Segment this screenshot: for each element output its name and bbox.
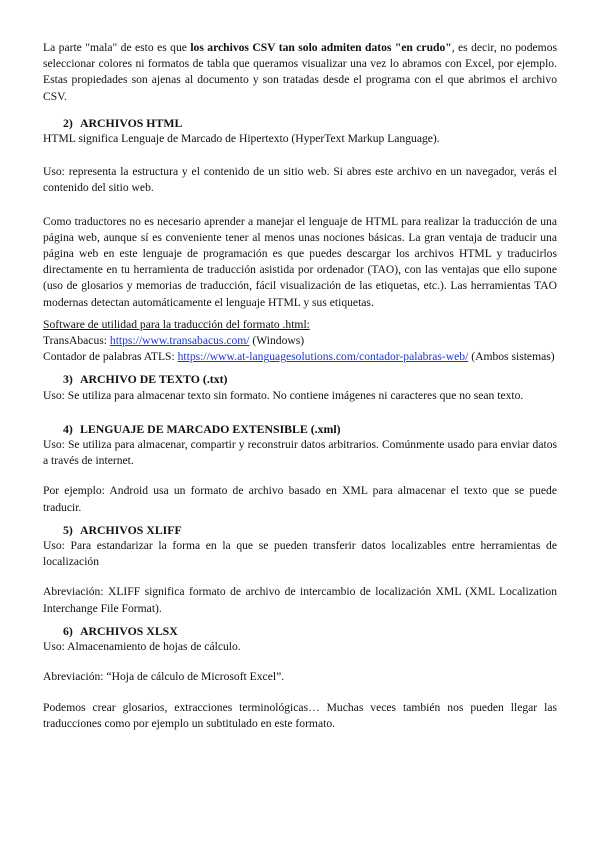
tool-transabacus bbox=[43, 333, 557, 349]
xliff-section-heading bbox=[43, 522, 557, 538]
xml-uso: Uso: Se utiliza para almacenar, compartir y reconstruir datos arbitrarios. Comúnmente usado para enviar datos a través de internet. bbox=[43, 438, 557, 468]
csv-text-before: La parte "mala" de esto es que bbox=[43, 41, 191, 54]
csv-paragraph bbox=[43, 40, 557, 105]
txt-section-heading bbox=[43, 371, 557, 387]
xlsx-uso: Uso: Almacenamiento de hojas de cálculo. bbox=[43, 640, 241, 654]
csv-text-after: , es decir, no podemos seleccionar colores ni formatos de tabla que queramos visualizar una vez lo abramos con Excel, por ejemplo. Estas propiedades son ajenas al documento y son tratadas desde el programa con el que abrimos el archivo CSV. bbox=[43, 41, 558, 103]
tool-atls bbox=[43, 349, 557, 365]
html-uso: Uso: representa la estructura y el contenido de un sitio web. Si abres este archivo en un navegador, verás el contenido del sitio web. bbox=[43, 165, 557, 195]
section-number: 5) bbox=[63, 522, 73, 537]
xliff-uso: Uso: Para estandarizar la forma en la que se pueden transferir datos localizables entre herramientas de localización bbox=[43, 539, 557, 569]
tool-name: TransAbacus: bbox=[43, 334, 110, 348]
txt-uso: Uso: Se utiliza para almacenar texto sin formato. No contiene imágenes ni caracteres que no sean texto. bbox=[43, 388, 524, 402]
tool-note: (Windows) bbox=[249, 334, 305, 348]
section-title: ARCHIVOS HTML bbox=[80, 115, 183, 130]
section-number: 4) bbox=[63, 421, 73, 436]
xlsx-closing: Podemos crear glosarios, extracciones terminológicas… Muchas veces también nos pueden llegar las traducciones como por ejemplo un subtitulado en este formato. bbox=[43, 700, 557, 730]
section-number: 2) bbox=[63, 115, 73, 130]
csv-bold-text: los archivos CSV tan solo admiten datos "en crudo" bbox=[190, 41, 452, 54]
xml-section-heading bbox=[43, 421, 557, 437]
section-title: LENGUAJE DE MARCADO EXTENSIBLE (.xml) bbox=[80, 421, 341, 436]
section-title: ARCHIVO DE TEXTO (.txt) bbox=[80, 372, 228, 387]
software-heading: Software de utilidad para la traducción del formato .html: bbox=[43, 317, 310, 331]
section-number: 3) bbox=[63, 372, 73, 387]
xlsx-section-heading bbox=[43, 623, 557, 639]
html-translators-paragraph: Como traductores no es necesario aprender a manejar el lenguaje de HTML para realizar la traducción de una página web, aunque sí es conveniente tener al menos unas nociones básicas. La gran ventaja de traducir una página web en este lenguaje de programación es que puedes descargar los archivos HTML y traducirlos directamente en tu herramienta de traducción asistida por ordenador (TAO), con las ventajas que ello supone (uso de glosarios y memorias de traducción, fácil visualización de las etiquetas, etc.). Las herramientas TAO modernas detectan automáticamente el lenguaje HTML y sus etiquetas. bbox=[43, 214, 557, 309]
xliff-abbreviation: Abreviación: XLIFF significa formato de archivo de intercambio de localización XML (XML Localization Interchange File Format). bbox=[43, 585, 557, 615]
section-title: ARCHIVOS XLIFF bbox=[80, 522, 182, 537]
xml-example: Por ejemplo: Android usa un formato de archivo basado en XML para almacenar el texto que se puede traducir. bbox=[43, 484, 557, 514]
html-definition: HTML significa Lenguaje de Marcado de Hipertexto (HyperText Markup Language). bbox=[43, 132, 440, 146]
tool-note: (Ambos sistemas) bbox=[468, 350, 555, 364]
transabacus-link[interactable]: https://www.transabacus.com/ bbox=[109, 334, 250, 348]
tool-name: Contador de palabras ATLS: bbox=[43, 350, 178, 364]
document-page bbox=[43, 40, 557, 732]
html-section-heading bbox=[43, 115, 557, 131]
xlsx-abbreviation: Abreviación: “Hoja de cálculo de Microsoft Excel”. bbox=[43, 670, 285, 684]
section-number: 6) bbox=[63, 623, 73, 638]
section-title: ARCHIVOS XLSX bbox=[80, 623, 178, 638]
atls-link[interactable]: https://www.at-languagesolutions.com/contador-palabras-web/ bbox=[177, 350, 469, 364]
